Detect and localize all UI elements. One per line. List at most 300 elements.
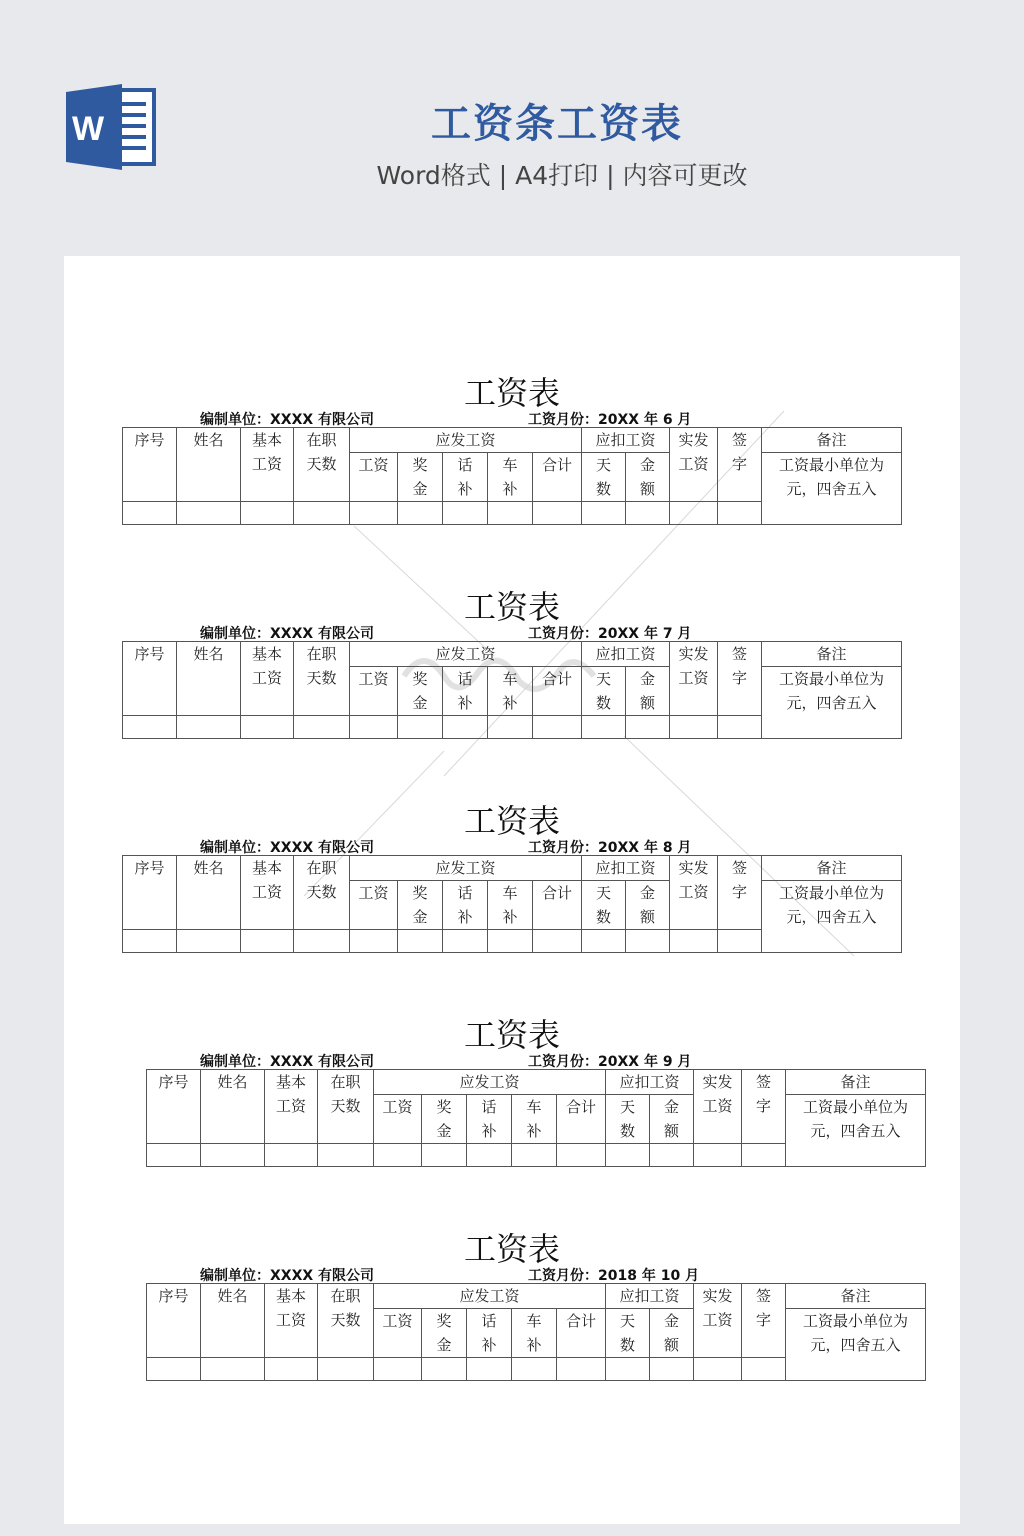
col-bonus-text: 奖 — [412, 670, 428, 688]
col-deduct-group — [582, 856, 670, 881]
col-bonus-text: 金 — [436, 1336, 452, 1354]
col-payable-group-text: 应发工资 — [459, 1073, 520, 1091]
col-signature-text: 签 — [731, 859, 747, 877]
col-wage-text: 工资 — [382, 1312, 413, 1330]
col-total — [557, 1309, 606, 1358]
col-deduct-days — [582, 881, 626, 930]
col-wage-text: 工资 — [358, 670, 389, 688]
col-deduct-amount — [626, 667, 670, 716]
empty-cell — [318, 1144, 374, 1167]
col-signature-text: 字 — [731, 455, 747, 473]
col-net-pay — [694, 1070, 742, 1144]
col-work-days — [318, 1070, 374, 1144]
col-car-allowance — [488, 453, 533, 502]
empty-cell — [626, 930, 670, 953]
col-car-allowance — [512, 1309, 557, 1358]
col-deduct-amount — [626, 453, 670, 502]
empty-cell — [398, 716, 443, 739]
col-name-text: 姓名 — [217, 1073, 248, 1091]
svg-text:W: W — [71, 110, 105, 148]
empty-cell — [147, 1144, 201, 1167]
col-phone-allowance-text: 话 — [457, 884, 473, 902]
col-seq-text: 序号 — [134, 431, 165, 449]
empty-cell — [443, 716, 488, 739]
col-deduct-amount-text: 额 — [639, 480, 655, 498]
sheet-title: 工资表 — [463, 588, 560, 626]
empty-cell — [241, 716, 294, 739]
empty-cell — [626, 716, 670, 739]
empty-cell — [533, 502, 582, 525]
col-base-wage-text: 基本 — [275, 1287, 306, 1305]
col-phone-allowance-text: 补 — [457, 694, 473, 712]
col-net-pay-text: 工资 — [678, 455, 709, 473]
col-payable-group-text: 应发工资 — [435, 431, 496, 449]
col-deduct-amount — [626, 881, 670, 930]
col-bonus — [398, 667, 443, 716]
empty-cell — [694, 1358, 742, 1381]
col-work-days-text: 天数 — [306, 669, 337, 687]
col-net-pay-text: 工资 — [702, 1311, 733, 1329]
page-title: 工资条工资表 — [431, 101, 683, 147]
col-name-text: 姓名 — [193, 431, 224, 449]
col-seq — [147, 1284, 201, 1358]
col-bonus — [422, 1309, 467, 1358]
col-phone-allowance — [467, 1095, 512, 1144]
salary-month: 工资月份：20XX 年 9 月 — [528, 1054, 692, 1070]
col-name-text: 姓名 — [193, 859, 224, 877]
col-signature — [718, 856, 762, 930]
col-car-allowance-text: 补 — [526, 1336, 542, 1354]
col-deduct-group-text: 应扣工资 — [619, 1073, 680, 1091]
col-bonus-text: 奖 — [412, 456, 428, 474]
col-total — [533, 667, 582, 716]
empty-cell — [374, 1144, 422, 1167]
col-signature-text: 字 — [731, 883, 747, 901]
remark-note — [762, 881, 902, 953]
empty-cell — [294, 716, 350, 739]
sheet-title: 工资表 — [463, 1016, 560, 1054]
sheet-title: 工资表 — [463, 1230, 560, 1268]
col-base-wage-text: 工资 — [251, 669, 282, 687]
empty-cell — [718, 716, 762, 739]
col-deduct-amount-text: 额 — [639, 694, 655, 712]
col-payable-group — [350, 856, 582, 881]
col-base-wage-text: 基本 — [275, 1073, 306, 1091]
col-phone-allowance-text: 补 — [481, 1122, 497, 1140]
salary-table — [122, 641, 902, 739]
col-phone-allowance-text: 补 — [457, 908, 473, 926]
empty-cell — [350, 502, 398, 525]
empty-cell — [177, 502, 241, 525]
col-car-allowance-text: 车 — [502, 670, 518, 688]
col-signature — [718, 642, 762, 716]
col-remark — [762, 642, 902, 667]
empty-cell — [488, 716, 533, 739]
col-total-text: 合计 — [541, 456, 572, 474]
col-net-pay-text: 实发 — [678, 645, 709, 663]
col-deduct-group — [582, 642, 670, 667]
col-deduct-group-text: 应扣工资 — [595, 859, 656, 877]
salary-sheet — [64, 1010, 960, 1210]
col-bonus — [398, 881, 443, 930]
empty-cell — [265, 1358, 318, 1381]
col-deduct-days — [582, 453, 626, 502]
empty-cell — [201, 1358, 265, 1381]
salary-sheet — [64, 368, 960, 568]
col-net-pay-text: 实发 — [678, 859, 709, 877]
col-deduct-amount-text: 金 — [639, 456, 655, 474]
col-seq-text: 序号 — [134, 859, 165, 877]
col-deduct-days-text: 数 — [619, 1336, 635, 1354]
empty-cell — [557, 1358, 606, 1381]
col-bonus-text: 奖 — [436, 1098, 452, 1116]
col-car-allowance-text: 补 — [502, 694, 518, 712]
remark-note-text: 工资最小单位为 — [778, 456, 884, 474]
col-base-wage-text: 基本 — [251, 859, 282, 877]
col-signature-text: 签 — [731, 431, 747, 449]
empty-cell — [718, 502, 762, 525]
col-remark-text: 备注 — [840, 1073, 871, 1091]
sheet-title: 工资表 — [463, 374, 560, 412]
col-car-allowance — [488, 667, 533, 716]
col-seq-text: 序号 — [158, 1287, 189, 1305]
col-total-text: 合计 — [541, 670, 572, 688]
col-remark — [786, 1284, 926, 1309]
remark-note-text: 工资最小单位为 — [778, 670, 884, 688]
col-base-wage-text: 基本 — [251, 645, 282, 663]
col-signature — [742, 1284, 786, 1358]
col-signature-text: 字 — [755, 1311, 771, 1329]
empty-cell — [201, 1144, 265, 1167]
empty-cell — [670, 930, 718, 953]
col-remark-text: 备注 — [816, 859, 847, 877]
col-phone-allowance — [443, 667, 488, 716]
col-payable-group — [374, 1070, 606, 1095]
remark-note-text: 工资最小单位为 — [778, 884, 884, 902]
empty-cell — [443, 930, 488, 953]
col-wage — [350, 453, 398, 502]
col-signature-text: 字 — [755, 1097, 771, 1115]
salary-table — [146, 1069, 926, 1167]
col-work-days-text: 天数 — [330, 1311, 361, 1329]
remark-note-text: 工资最小单位为 — [802, 1312, 908, 1330]
col-work-days-text: 在职 — [306, 645, 337, 663]
empty-cell — [626, 502, 670, 525]
company-unit: 编制单位：XXXX 有限公司 — [200, 840, 375, 856]
col-deduct-days-text: 天 — [595, 670, 611, 688]
empty-cell — [533, 930, 582, 953]
col-deduct-days-text: 数 — [595, 908, 611, 926]
page-subtitle: Word格式 | A4打印 | 内容可更改 — [376, 161, 748, 190]
col-deduct-days — [606, 1309, 650, 1358]
col-name-text: 姓名 — [217, 1287, 248, 1305]
empty-cell — [742, 1358, 786, 1381]
col-bonus-text: 金 — [412, 480, 428, 498]
col-seq — [123, 642, 177, 716]
col-car-allowance-text: 车 — [502, 456, 518, 474]
salary-sheet — [64, 1224, 960, 1424]
col-work-days-text: 天数 — [306, 883, 337, 901]
col-total-text: 合计 — [541, 884, 572, 902]
col-net-pay-text: 实发 — [702, 1287, 733, 1305]
col-car-allowance-text: 车 — [502, 884, 518, 902]
col-bonus-text: 奖 — [412, 884, 428, 902]
col-base-wage — [241, 856, 294, 930]
col-phone-allowance-text: 话 — [457, 670, 473, 688]
col-base-wage-text: 工资 — [251, 455, 282, 473]
empty-cell — [488, 502, 533, 525]
col-deduct-days-text: 天 — [595, 456, 611, 474]
col-payable-group — [374, 1284, 606, 1309]
salary-table — [146, 1283, 926, 1381]
remark-note-text: 元，四舍五入 — [786, 908, 877, 926]
col-net-pay-text: 实发 — [702, 1073, 733, 1091]
salary-month: 工资月份：20XX 年 8 月 — [528, 840, 692, 856]
empty-cell — [606, 1358, 650, 1381]
empty-cell — [147, 1358, 201, 1381]
col-signature-text: 签 — [755, 1073, 771, 1091]
salary-sheet — [64, 796, 960, 996]
col-wage — [374, 1309, 422, 1358]
col-total — [533, 453, 582, 502]
col-net-pay-text: 实发 — [678, 431, 709, 449]
col-work-days — [294, 642, 350, 716]
col-remark-text: 备注 — [816, 431, 847, 449]
salary-month: 工资月份：20XX 年 6 月 — [528, 412, 692, 428]
col-base-wage — [265, 1070, 318, 1144]
col-base-wage — [241, 642, 294, 716]
col-net-pay-text: 工资 — [678, 669, 709, 687]
col-seq — [123, 856, 177, 930]
col-name — [201, 1070, 265, 1144]
remark-note — [786, 1095, 926, 1167]
col-deduct-amount-text: 金 — [663, 1312, 679, 1330]
empty-cell — [294, 502, 350, 525]
col-name — [177, 428, 241, 502]
col-payable-group-text: 应发工资 — [459, 1287, 520, 1305]
empty-cell — [467, 1144, 512, 1167]
col-base-wage — [241, 428, 294, 502]
col-payable-group-text: 应发工资 — [435, 859, 496, 877]
empty-cell — [718, 930, 762, 953]
empty-cell — [582, 716, 626, 739]
col-signature — [718, 428, 762, 502]
col-bonus-text: 金 — [412, 908, 428, 926]
empty-cell — [742, 1144, 786, 1167]
col-name — [177, 856, 241, 930]
col-deduct-group — [606, 1070, 694, 1095]
col-phone-allowance-text: 补 — [481, 1336, 497, 1354]
col-total — [533, 881, 582, 930]
col-deduct-amount — [650, 1309, 694, 1358]
remark-note-text: 元，四舍五入 — [786, 694, 877, 712]
col-base-wage-text: 工资 — [251, 883, 282, 901]
col-seq — [123, 428, 177, 502]
col-signature-text: 签 — [755, 1287, 771, 1305]
empty-cell — [177, 930, 241, 953]
company-unit: 编制单位：XXXX 有限公司 — [200, 1268, 375, 1284]
col-wage-text: 工资 — [358, 456, 389, 474]
company-unit: 编制单位：XXXX 有限公司 — [200, 1054, 375, 1070]
remark-note-text: 工资最小单位为 — [802, 1098, 908, 1116]
col-work-days-text: 在职 — [330, 1287, 361, 1305]
remark-note — [762, 453, 902, 525]
remark-note-text: 元，四舍五入 — [786, 480, 877, 498]
col-deduct-days-text: 天 — [619, 1312, 635, 1330]
col-deduct-amount-text: 金 — [639, 884, 655, 902]
col-work-days-text: 天数 — [306, 455, 337, 473]
empty-cell — [467, 1358, 512, 1381]
col-work-days-text: 在职 — [306, 431, 337, 449]
salary-table — [122, 855, 902, 953]
empty-cell — [318, 1358, 374, 1381]
col-deduct-amount-text: 金 — [639, 670, 655, 688]
col-car-allowance-text: 车 — [526, 1098, 542, 1116]
col-deduct-days-text: 天 — [619, 1098, 635, 1116]
col-deduct-amount-text: 额 — [639, 908, 655, 926]
col-phone-allowance — [443, 881, 488, 930]
col-net-pay — [670, 856, 718, 930]
col-wage — [374, 1095, 422, 1144]
empty-cell — [533, 716, 582, 739]
empty-cell — [123, 502, 177, 525]
col-bonus-text: 金 — [436, 1122, 452, 1140]
col-wage — [350, 881, 398, 930]
col-remark — [786, 1070, 926, 1095]
col-deduct-days — [582, 667, 626, 716]
empty-cell — [694, 1144, 742, 1167]
col-work-days-text: 天数 — [330, 1097, 361, 1115]
empty-cell — [241, 930, 294, 953]
col-seq-text: 序号 — [134, 645, 165, 663]
empty-cell — [512, 1358, 557, 1381]
remark-note — [786, 1309, 926, 1381]
empty-cell — [512, 1144, 557, 1167]
col-deduct-days-text: 数 — [595, 694, 611, 712]
col-car-allowance-text: 补 — [502, 908, 518, 926]
col-net-pay-text: 工资 — [678, 883, 709, 901]
col-payable-group-text: 应发工资 — [435, 645, 496, 663]
col-seq — [147, 1070, 201, 1144]
empty-cell — [398, 502, 443, 525]
col-phone-allowance-text: 话 — [481, 1098, 497, 1116]
col-deduct-group-text: 应扣工资 — [595, 431, 656, 449]
col-remark — [762, 428, 902, 453]
col-wage-text: 工资 — [358, 884, 389, 902]
empty-cell — [350, 716, 398, 739]
col-signature-text: 字 — [731, 669, 747, 687]
remark-note-text: 元，四舍五入 — [810, 1122, 901, 1140]
col-net-pay — [670, 428, 718, 502]
remark-note-text: 元，四舍五入 — [810, 1336, 901, 1354]
sheet-title: 工资表 — [463, 802, 560, 840]
col-car-allowance-text: 补 — [502, 480, 518, 498]
col-phone-allowance-text: 话 — [481, 1312, 497, 1330]
col-net-pay — [670, 642, 718, 716]
col-deduct-amount — [650, 1095, 694, 1144]
empty-cell — [557, 1144, 606, 1167]
col-phone-allowance-text: 话 — [457, 456, 473, 474]
col-total — [557, 1095, 606, 1144]
document-page — [64, 256, 960, 1524]
col-phone-allowance-text: 补 — [457, 480, 473, 498]
col-car-allowance — [488, 881, 533, 930]
col-signature-text: 签 — [731, 645, 747, 663]
empty-cell — [670, 502, 718, 525]
empty-cell — [650, 1144, 694, 1167]
col-deduct-days-text: 数 — [619, 1122, 635, 1140]
col-name — [177, 642, 241, 716]
col-deduct-days — [606, 1095, 650, 1144]
empty-cell — [398, 930, 443, 953]
col-work-days-text: 在职 — [306, 859, 337, 877]
col-payable-group — [350, 642, 582, 667]
col-work-days — [294, 428, 350, 502]
col-wage-text: 工资 — [382, 1098, 413, 1116]
col-remark-text: 备注 — [816, 645, 847, 663]
col-bonus — [398, 453, 443, 502]
col-phone-allowance — [467, 1309, 512, 1358]
empty-cell — [123, 930, 177, 953]
salary-table — [122, 427, 902, 525]
company-unit: 编制单位：XXXX 有限公司 — [200, 626, 375, 642]
empty-cell — [177, 716, 241, 739]
col-signature — [742, 1070, 786, 1144]
empty-cell — [488, 930, 533, 953]
col-bonus — [422, 1095, 467, 1144]
empty-cell — [422, 1358, 467, 1381]
col-net-pay-text: 工资 — [702, 1097, 733, 1115]
empty-cell — [294, 930, 350, 953]
col-wage — [350, 667, 398, 716]
col-name-text: 姓名 — [193, 645, 224, 663]
page-header — [0, 0, 1024, 250]
remark-note — [762, 667, 902, 739]
col-phone-allowance — [443, 453, 488, 502]
col-work-days-text: 在职 — [330, 1073, 361, 1091]
col-name — [201, 1284, 265, 1358]
col-seq-text: 序号 — [158, 1073, 189, 1091]
col-payable-group — [350, 428, 582, 453]
col-deduct-group — [606, 1284, 694, 1309]
col-deduct-group-text: 应扣工资 — [619, 1287, 680, 1305]
col-deduct-group — [582, 428, 670, 453]
col-car-allowance — [512, 1095, 557, 1144]
col-work-days — [294, 856, 350, 930]
empty-cell — [350, 930, 398, 953]
col-bonus-text: 金 — [412, 694, 428, 712]
col-car-allowance-text: 车 — [526, 1312, 542, 1330]
empty-cell — [123, 716, 177, 739]
empty-cell — [650, 1358, 694, 1381]
col-total-text: 合计 — [565, 1312, 596, 1330]
empty-cell — [670, 716, 718, 739]
col-total-text: 合计 — [565, 1098, 596, 1116]
col-base-wage — [265, 1284, 318, 1358]
col-net-pay — [694, 1284, 742, 1358]
salary-month: 工资月份：2018 年 10 月 — [528, 1268, 700, 1284]
col-car-allowance-text: 补 — [526, 1122, 542, 1140]
salary-month: 工资月份：20XX 年 7 月 — [528, 626, 692, 642]
col-bonus-text: 奖 — [436, 1312, 452, 1330]
empty-cell — [443, 502, 488, 525]
col-deduct-group-text: 应扣工资 — [595, 645, 656, 663]
col-work-days — [318, 1284, 374, 1358]
empty-cell — [241, 502, 294, 525]
col-base-wage-text: 工资 — [275, 1097, 306, 1115]
col-deduct-amount-text: 额 — [663, 1122, 679, 1140]
salary-sheet — [64, 582, 960, 782]
